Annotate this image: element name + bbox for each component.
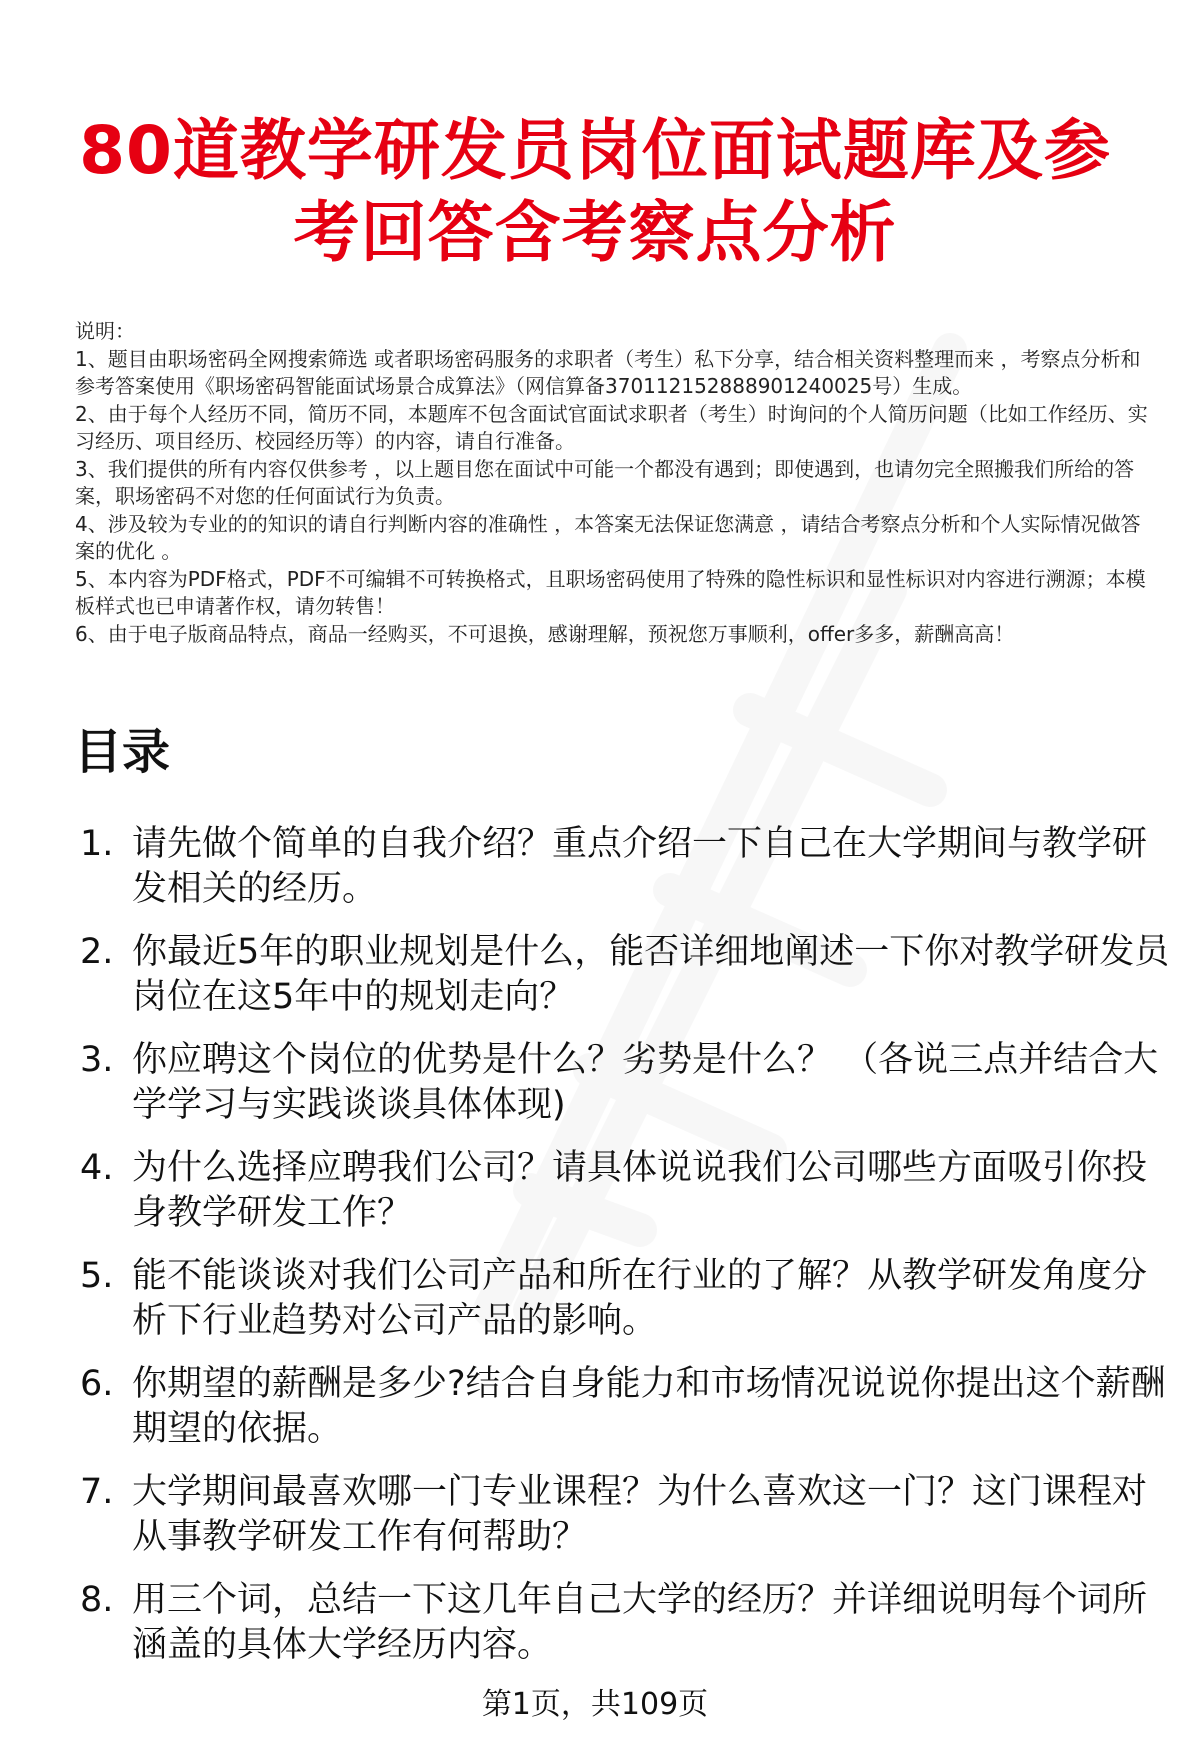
toc-item[interactable] [80, 930, 1170, 1038]
toc-list [80, 822, 1170, 1686]
toc-item[interactable] [80, 1038, 1170, 1146]
toc-item-text: 请先做个简单的自我介绍？重点介绍一下自己在大学期间与教学研发相关的经历。 [132, 824, 1148, 909]
toc-heading: 目录 [74, 724, 171, 780]
toc-item-number: 8. [80, 1580, 114, 1620]
toc-item-number: 3. [80, 1040, 114, 1080]
toc-item-number: 5. [80, 1256, 114, 1296]
toc-item-text: 能不能谈谈对我们公司产品和所在行业的了解？从教学研发角度分析下行业趋势对公司产品的影响。 [132, 1256, 1148, 1341]
toc-item[interactable] [80, 1578, 1170, 1686]
notes-heading: 说明： [75, 319, 135, 343]
toc-item[interactable] [80, 1146, 1170, 1254]
toc-item-text: 大学期间最喜欢哪一门专业课程？为什么喜欢这一门？这门课程对从事教学研发工作有何帮助？ [132, 1472, 1148, 1557]
toc-item[interactable] [80, 1254, 1170, 1362]
toc-item-text: 为什么选择应聘我们公司？请具体说说我们公司哪些方面吸引你投身教学研发工作？ [132, 1148, 1148, 1233]
notes-item: 4、涉及较为专业的的知识的请自行判断内容的准确性 ，本答案无法保证您满意 ，请结合考察点分析和个人实际情况做答案的优化 。 [75, 511, 1141, 563]
toc-item-text: 你期望的薪酬是多少?结合自身能力和市场情况说说你提出这个薪酬期望的依据。 [132, 1364, 1166, 1449]
toc-item-number: 6. [80, 1364, 114, 1404]
toc-item[interactable] [80, 1362, 1170, 1470]
notes-item: 1、题目由职场密码全网搜索筛选 或者职场密码服务的求职者（考生）私下分享，结合相关资料整理而来 ，考察点分析和参考答案使用《职场密码智能面试场景合成算法》（网信算备370112152888901240025号）生成。 [75, 346, 1141, 398]
toc-item-number: 2. [80, 932, 114, 972]
toc-item-text: 你应聘这个岗位的优势是什么？劣势是什么？ （各说三点并结合大学学习与实践谈谈具体体现) [132, 1040, 1159, 1125]
toc-item-number: 7. [80, 1472, 114, 1512]
document-title: 80道教学研发员岗位面试题库及参考回答含考察点分析 [79, 112, 1111, 271]
notes-item: 3、我们提供的所有内容仅供参考 ，以上题目您在面试中可能一个都没有遇到；即使遇到，也请勿完全照搬我们所给的答案，职场密码不对您的任何面试行为负责。 [75, 456, 1135, 508]
page-number: 第1页，共109页 [481, 1687, 709, 1722]
toc-item-text: 你最近5年的职业规划是什么，能否详细地阐述一下你对教学研发员岗位在这5年中的规划走向？ [132, 932, 1170, 1017]
notes-item: 6、由于电子版商品特点，商品一经购买，不可退换，感谢理解，预祝您万事顺利，offer多多，薪酬高高！ [75, 621, 1015, 646]
notes-item: 2、由于每个人经历不同，简历不同，本题库不包含面试官面试求职者（考生）时询问的个人简历问题（比如工作经历、实习经历、项目经历、校园经历等）的内容，请自行准备。 [75, 401, 1148, 453]
notes-item: 5、本内容为PDF格式，PDF不可编辑不可转换格式，且职场密码使用了特殊的隐性标识和显性标识对内容进行溯源；本模板样式也已申请著作权，请勿转售！ [75, 566, 1146, 618]
toc-item-text: 用三个词，总结一下这几年自己大学的经历？并详细说明每个词所涵盖的具体大学经历内容。 [132, 1580, 1148, 1665]
notes-section [75, 318, 1155, 648]
toc-item-number: 1. [80, 824, 114, 864]
toc-item[interactable] [80, 822, 1170, 930]
toc-item[interactable] [80, 1470, 1170, 1578]
toc-item-number: 4. [80, 1148, 114, 1188]
